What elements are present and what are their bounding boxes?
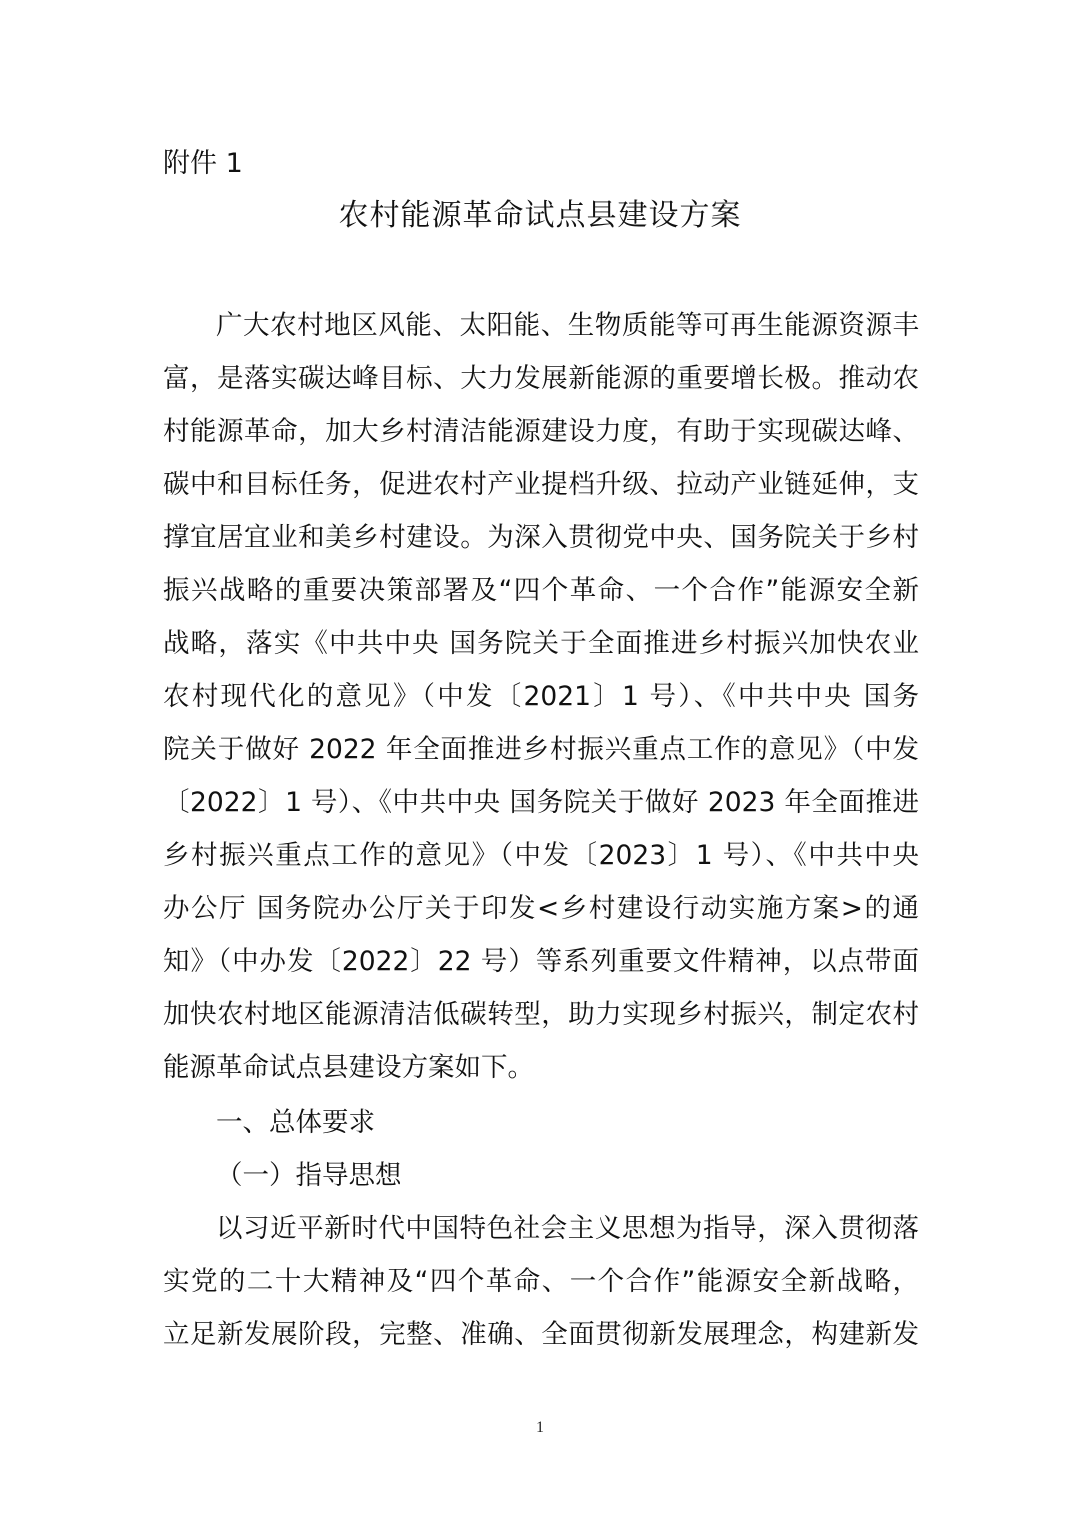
paragraph-line: 广大农村地区风能、太阳能、生物质能等可再生能源资源丰 bbox=[216, 310, 919, 341]
page-number: 1 bbox=[536, 1419, 544, 1436]
paragraph-line: 富，是落实碳达峰目标、大力发展新能源的重要增长极。推动农 bbox=[163, 363, 919, 394]
paragraph-line: 加快农村地区能源清洁低碳转型，助力实现乡村振兴，制定农村 bbox=[163, 999, 919, 1030]
paragraph-line: 〔2022〕1 号）、《中共中央 国务院关于做好 2023 年全面推进 bbox=[163, 787, 919, 818]
section-heading: 一、总体要求 bbox=[216, 1107, 375, 1138]
paragraph-line: 农村现代化的意见》（中发〔2021〕1 号）、《中共中央 国务 bbox=[163, 681, 919, 712]
paragraph-line: 能源革命试点县建设方案如下。 bbox=[163, 1052, 534, 1083]
guiding-paragraph-line: 实党的二十大精神及“四个革命、一个合作”能源安全新战略， bbox=[163, 1266, 919, 1297]
attachment-label: 附件 1 bbox=[163, 148, 243, 179]
paragraph-line: 振兴战略的重要决策部署及“四个革命、一个合作”能源安全新 bbox=[163, 575, 919, 606]
document-title: 农村能源革命试点县建设方案 bbox=[338, 198, 742, 233]
guiding-paragraph-line: 以习近平新时代中国特色社会主义思想为指导，深入贯彻落 bbox=[216, 1213, 919, 1244]
guiding-paragraph-line: 立足新发展阶段，完整、准确、全面贯彻新发展理念，构建新发 bbox=[163, 1319, 919, 1350]
paragraph-line: 院关于做好 2022 年全面推进乡村振兴重点工作的意见》（中发 bbox=[163, 734, 919, 765]
paragraph-line: 乡村振兴重点工作的意见》（中发〔2023〕1 号）、《中共中央 bbox=[163, 840, 919, 871]
subsection-heading: （一）指导思想 bbox=[216, 1160, 402, 1191]
paragraph-line: 战略，落实《中共中央 国务院关于全面推进乡村振兴加快农业 bbox=[163, 628, 919, 659]
paragraph-line: 村能源革命，加大乡村清洁能源建设力度，有助于实现碳达峰、 bbox=[163, 416, 919, 447]
paragraph-line: 知》（中办发〔2022〕22 号）等系列重要文件精神，以点带面 bbox=[163, 946, 919, 977]
paragraph-line: 碳中和目标任务，促进农村产业提档升级、拉动产业链延伸，支 bbox=[163, 469, 919, 500]
paragraph-line: 撑宜居宜业和美乡村建设。为深入贯彻党中央、国务院关于乡村 bbox=[163, 522, 919, 553]
paragraph-line: 办公厅 国务院办公厅关于印发<乡村建设行动实施方案>的通 bbox=[163, 893, 919, 924]
